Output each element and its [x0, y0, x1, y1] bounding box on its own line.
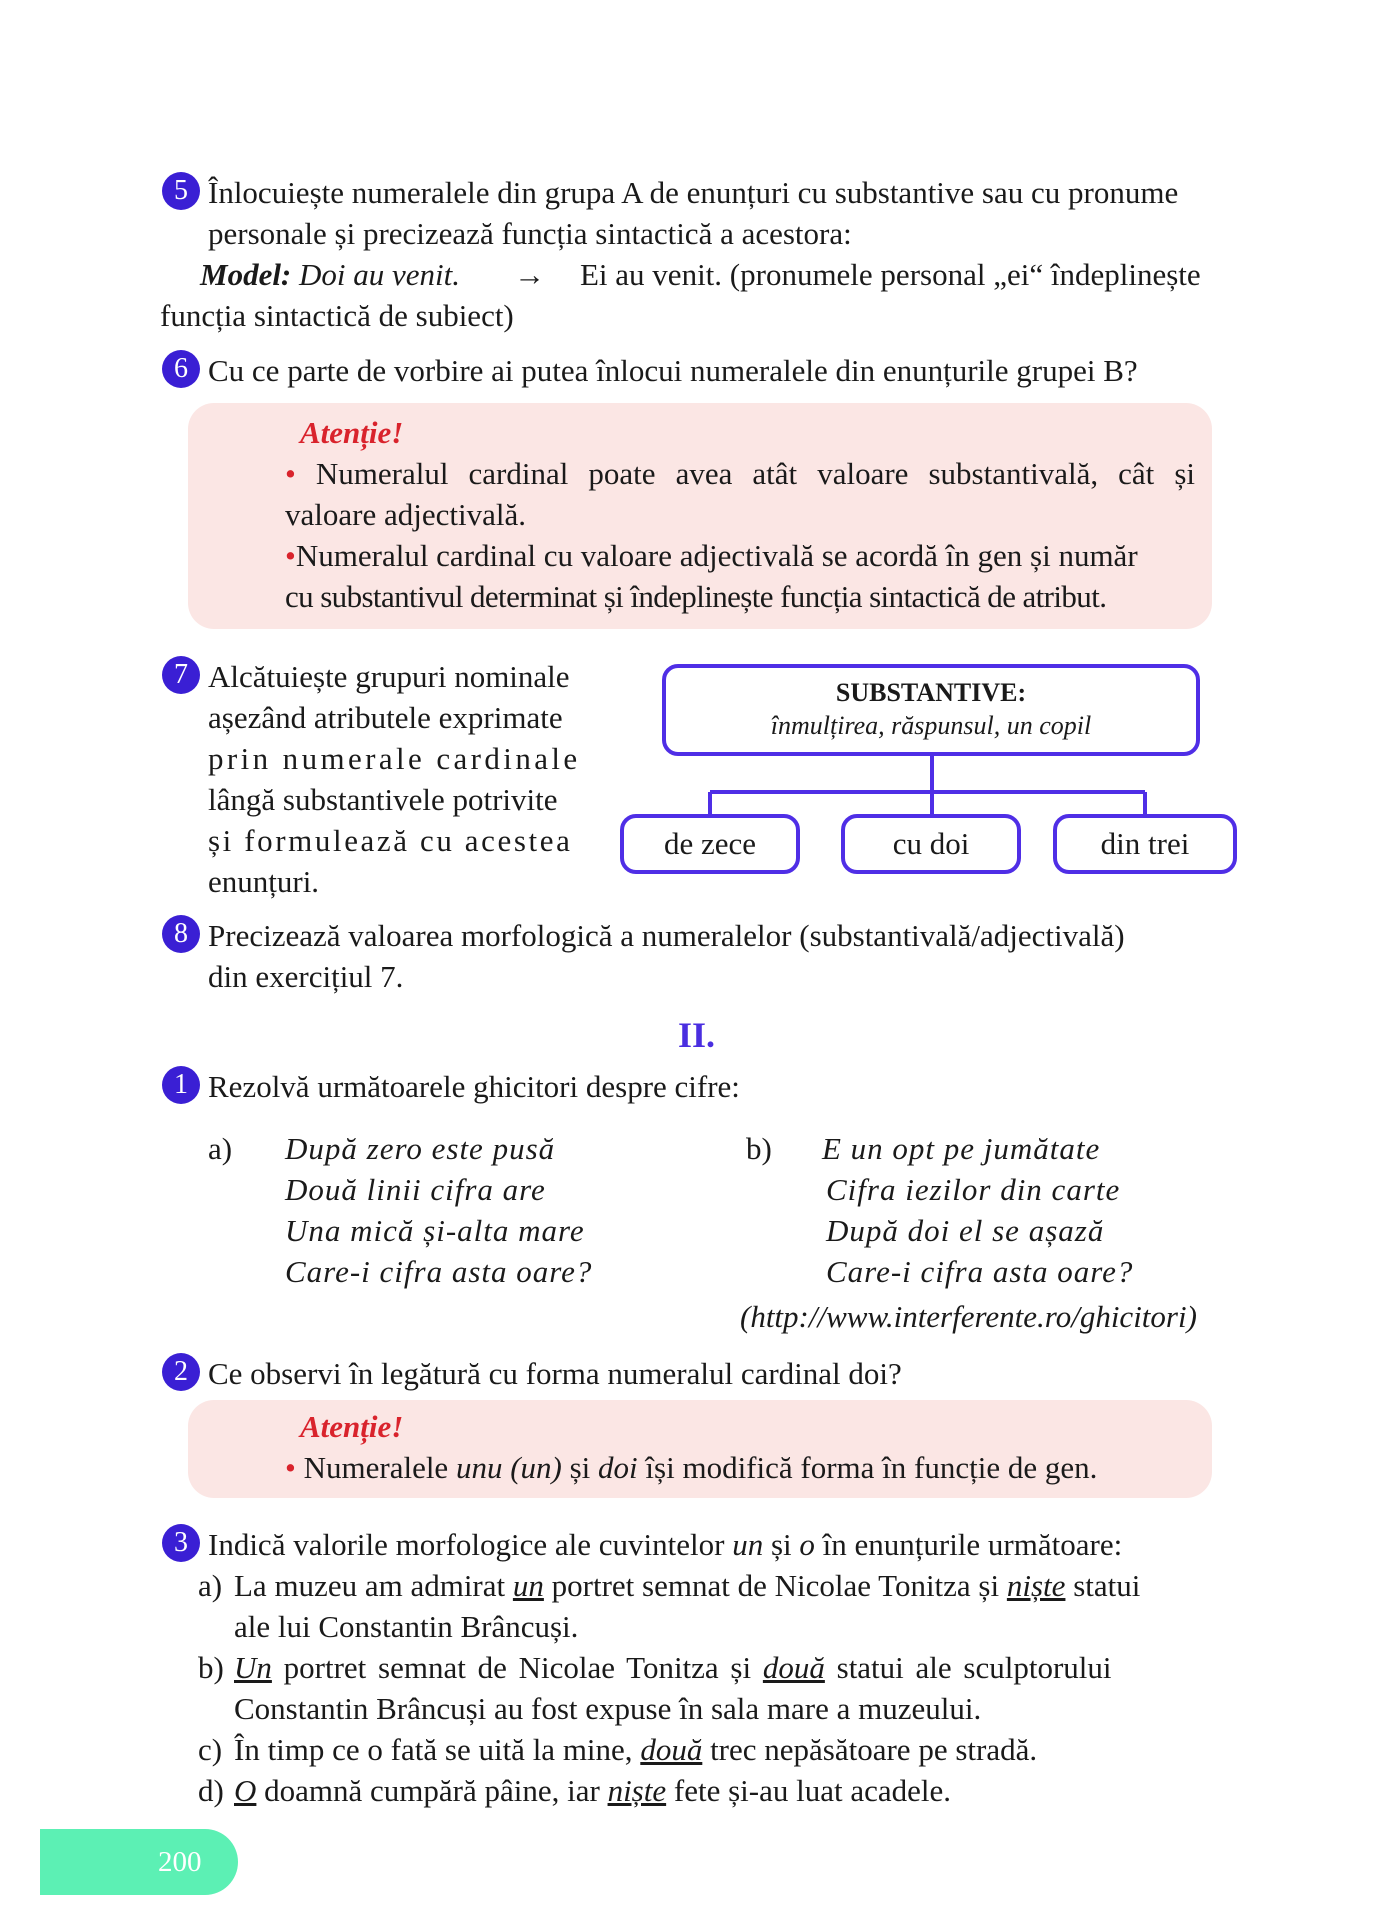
b-post: statui ale sculptorului — [824, 1650, 1112, 1685]
sentence-a-line-2: ale lui Constantin Brâncuși. — [234, 1609, 579, 1644]
sentence-a-label: a) — [198, 1568, 223, 1603]
exercise-8-line-1: Precizează valoarea morfologică a numeralelor (substantivală/adjectivală) — [208, 918, 1125, 953]
model-arrow: → — [514, 257, 545, 292]
a-post: statui — [1065, 1568, 1141, 1603]
riddle-b-line-4: Care-i cifra asta oare? — [826, 1254, 1134, 1289]
exercise-7-line-4: lângă substantivele potrivite — [208, 782, 558, 817]
attention-title-2: Atenție! — [300, 1409, 404, 1444]
model-label: Model: — [200, 257, 292, 292]
note1-b2-l1-text: Numeralul cardinal cu valoare adjectivală se acordă în gen și număr — [295, 538, 1138, 573]
d-word-niste: niște — [607, 1773, 667, 1808]
sentence-b-line-2: Constantin Brâncuși au fost expuse în sala mare a muzeului. — [234, 1691, 982, 1726]
riddle-a-label: a) — [208, 1131, 233, 1166]
c-post: trec nepăsătoare pe stradă. — [702, 1732, 1038, 1767]
a-pre: La muzeu am admirat — [234, 1568, 513, 1603]
section-heading: II. — [678, 1015, 716, 1055]
exercise-2-number: 2 — [162, 1353, 200, 1391]
note1-bullet-2-line-1 — [285, 535, 1138, 576]
a-mid: portret semnat de Nicolae Tonitza și — [543, 1568, 1007, 1603]
exercise-7-number: 7 — [162, 656, 200, 694]
bullet-icon: • — [285, 538, 296, 573]
model-result: Ei au venit. (pronumele personal „ei“ îndeplinește — [580, 257, 1201, 292]
note2-mid: și — [561, 1450, 599, 1485]
exercise-5-model — [200, 254, 460, 295]
b-word-doua: două — [762, 1650, 825, 1685]
riddle-a-line-3: Una mică și-alta mare — [285, 1213, 585, 1248]
riddle-b-label: b) — [746, 1131, 772, 1166]
exercise-7-line-1: Alcătuiește grupuri nominale — [208, 659, 570, 694]
exercise-7-line-6: enunțuri. — [208, 864, 320, 899]
diagram-subtitle: înmulțirea, răspunsul, un copil — [770, 711, 1092, 740]
c-word-doua: două — [640, 1732, 703, 1767]
exercise-7-line-3: prin numerale cardinale — [208, 741, 581, 776]
riddle-b-line-3: După doi el se așază — [826, 1213, 1105, 1248]
sentence-c-line — [234, 1729, 1037, 1770]
riddle-source: (http://www.interferente.ro/ghicitori) — [740, 1299, 1197, 1334]
note1-b1-l1-text: Numeralul cardinal poate avea atât valoare substantivală, cât și — [315, 456, 1196, 491]
ex3-post: în enunțurile următoare: — [814, 1527, 1123, 1562]
exercise-8-number: 8 — [162, 915, 200, 953]
note2-pre: Numeralele — [303, 1450, 456, 1485]
exercise-5-line-1: Înlocuiește numeralele din grupa A de enunțuri cu substantive sau cu pronume — [208, 175, 1179, 210]
diagram-option-din-trei: din trei — [1053, 814, 1237, 874]
a-word-niste: niște — [1006, 1568, 1066, 1603]
exercise-2-text: Ce observi în legătură cu forma numeralul cardinal doi? — [208, 1356, 902, 1391]
bullet-icon: • — [285, 456, 296, 491]
riddle-a-line-4: Care-i cifra asta oare? — [285, 1254, 593, 1289]
exercise-5-line-4: funcția sintactică de subiect) — [160, 298, 514, 333]
b-mid: portret semnat de Nicolae Tonitza și — [271, 1650, 763, 1685]
exercise-5-line-2: personale și precizează funcția sintactică a acestora: — [208, 216, 852, 251]
bullet-icon: • — [285, 1450, 296, 1485]
exercise-6-text: Cu ce parte de vorbire ai putea înlocui numeralele din enunțurile grupei B? — [208, 353, 1138, 388]
sentence-d-label: d) — [198, 1773, 224, 1808]
ex3-pre: Indică valorile morfologice ale cuvintelor — [208, 1527, 733, 1562]
sentence-b-line-1 — [234, 1647, 1112, 1688]
diagram-option-cu-doi: cu doi — [841, 814, 1021, 874]
sentence-b-label: b) — [198, 1650, 224, 1685]
note2-word-unu: unu (un) — [455, 1450, 562, 1485]
riddle-b-line-1: E un opt pe jumătate — [822, 1131, 1101, 1166]
page-number: 200 — [40, 1829, 238, 1895]
attention-title-1: Atenție! — [300, 415, 404, 450]
d-post: fete și-au luat acadele. — [666, 1773, 951, 1808]
exercise-6-number: 6 — [162, 350, 200, 388]
ex3-mid: și — [763, 1527, 800, 1562]
note1-bullet-1-line-2: valoare adjectivală. — [285, 497, 526, 532]
note2-bullet — [285, 1447, 1097, 1488]
d-mid: doamnă cumpără pâine, iar — [256, 1773, 608, 1808]
exercise-1-text: Rezolvă următoarele ghicitori despre cifre: — [208, 1069, 740, 1104]
ex3-word-o: o — [799, 1527, 815, 1562]
c-pre: În timp ce o fată se uită la mine, — [234, 1732, 641, 1767]
exercise-7-line-2: așezând atributele exprimate — [208, 700, 563, 735]
note1-bullet-2-line-2: cu substantivul determinat și îndeplinește funcția sintactică de atribut. — [285, 579, 1107, 614]
b-word-un: Un — [234, 1650, 272, 1685]
diagram-option-de-zece: de zece — [620, 814, 800, 874]
note1-bullet-1-line-1 — [285, 453, 1195, 494]
exercise-3-text — [208, 1524, 1122, 1565]
riddle-b-line-2: Cifra iezilor din carte — [826, 1172, 1121, 1207]
note2-word-doi: doi — [598, 1450, 638, 1485]
exercise-1-number: 1 — [162, 1066, 200, 1104]
note2-post: își modifică forma în funcție de gen. — [637, 1450, 1098, 1485]
a-word-un: un — [512, 1568, 544, 1603]
riddle-a-line-2: Două linii cifra are — [285, 1172, 546, 1207]
sentence-a-line-1 — [234, 1565, 1140, 1606]
d-word-o: O — [234, 1773, 257, 1808]
diagram-substantive-box — [662, 664, 1200, 756]
exercise-3-number: 3 — [162, 1524, 200, 1562]
exercise-8-line-2: din exercițiul 7. — [208, 959, 404, 994]
riddle-a-line-1: După zero este pusă — [285, 1131, 556, 1166]
exercise-5-number: 5 — [162, 172, 200, 210]
model-text: Doi au venit. — [299, 257, 461, 292]
diagram-title: SUBSTANTIVE: — [835, 678, 1027, 707]
ex3-word-un: un — [732, 1527, 764, 1562]
sentence-c-label: c) — [198, 1732, 223, 1767]
sentence-d-line — [234, 1770, 951, 1811]
exercise-7-line-5: și formulează cu acestea — [208, 823, 573, 858]
